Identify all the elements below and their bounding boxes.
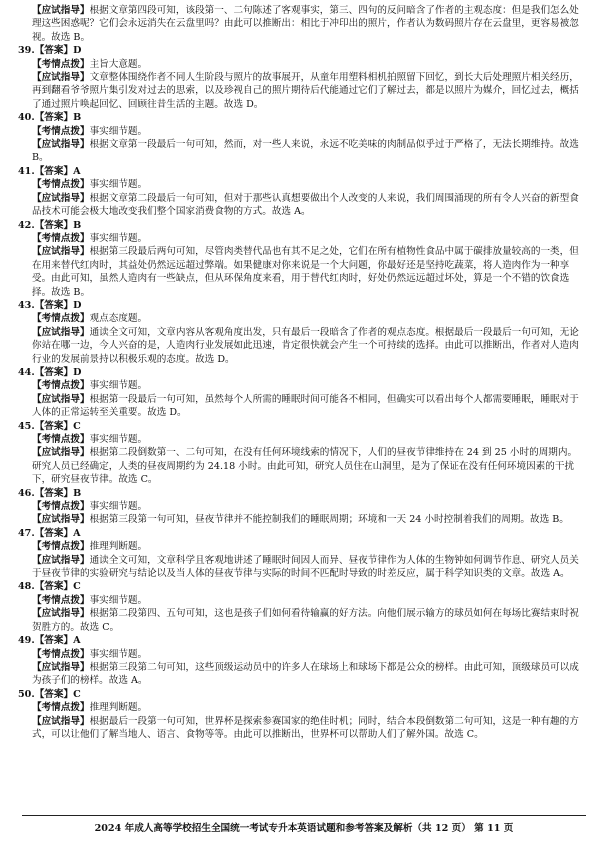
explanation-line [18,554,584,581]
answer-line [18,527,584,540]
answer-line [18,111,584,124]
question-number: 49. [18,635,35,647]
explanation-line [18,71,584,111]
question-block [18,688,584,742]
explanation-line [18,4,584,44]
explanation-line [18,326,584,366]
section-tag: 【应试指导】 [32,5,90,16]
section-tag: 【考情点拨】 [32,179,90,191]
question-type-line [18,125,584,138]
section-tag: 【考情点拨】 [32,594,90,606]
question-block [18,366,584,420]
question-type-line [18,500,584,513]
explanation-line [18,138,584,165]
question-number: 46. [18,487,35,499]
section-tag: 【应试指导】 [32,192,90,204]
section-text: 事实细节题。 [89,648,148,660]
section-text: 事实细节题。 [89,594,148,606]
section-tag: 【考情点拨】 [32,434,90,445]
section-tag: 【考情点拨】 [32,125,90,137]
question-block [18,165,584,219]
answer-label: 【答案】C [34,420,81,432]
question-type-line [18,312,584,325]
section-tag: 【应试指导】 [32,554,90,566]
explanation-line [18,192,584,219]
section-tag: 【考情点拨】 [32,380,90,392]
section-text: 通读全文可知，文章科学且客观地讲述了睡眠时间因人而异、昼夜节律作为人体的生物钟如何调节作息、研究人员关于昼夜节律的实验研究与结论以及当人体的昼夜节律与实际的时间不匹配时导致的时差反应，属于科学知识类的文章。故选 A。 [32,554,579,580]
question-number: 42. [18,219,35,231]
question-number: 47. [18,527,35,539]
section-text: 根据第三段最后两句可知，尽管肉类替代品也有其不足之处，它们在所有植物性食品中属于碳排放量较高的一类，但在用来替代红肉时，其益处仍然远远超过弊端。如果健康对你来说是一个大问题，你最好还是坚持吃蔬菜，将人造肉作为一种享受。由此可知，虽然人造肉有一些缺点，但从环保角度来看，用于替代红肉时，好处仍然远远超过坏处，算是一个不错的饮食选择。故选 B。 [32,246,579,298]
section-text: 根据第二段倒数第一、二句可知，在没有任何环境线索的情况下，人们的昼夜节律维持在 24 到 25 小时的周期内。研究人员已经确定，人类的昼夜周期约为 24.18 小时。由此可知，研究人员住在山洞里，是为了保证在没有任何环境因素的干扰下，研究昼夜节律。故选 C。 [32,447,578,486]
section-tag: 【考情点拨】 [32,541,90,553]
question-type-line [18,540,584,553]
answer-label: 【答案】D [34,299,82,311]
question-type-line [18,701,584,714]
section-tag: 【应试指导】 [32,326,90,338]
section-tag: 【考情点拨】 [32,58,90,70]
answer-label: 【答案】A [34,635,81,647]
answer-line [18,688,584,701]
question-number: 43. [18,299,35,311]
section-text: 根据文章第一段最后一句可知，然而，对一些人来说，永远不吃美味的肉制品似乎过于严格了，无法长期维持。故选 B。 [32,139,579,164]
section-text: 根据第三段第二句可知，这些顶级运动员中的许多人在球场上和球场下都是公众的榜样。由此可知，顶级球员可以成为孩子们的榜样。故选 A。 [32,661,579,687]
answer-line [18,580,584,593]
section-tag: 【应试指导】 [32,661,90,673]
section-tag: 【应试指导】 [32,715,90,727]
section-text: 根据第三段第一句可知，昼夜节律并不能控制我们的睡眠周期；环境和一天 24 小时控制着我们的周期。故选 B。 [89,514,569,526]
section-text: 事实细节题。 [89,125,148,137]
question-block [18,487,584,527]
section-text: 推理判断题。 [89,702,148,714]
explanation-line [18,393,584,420]
explanation-line [18,715,584,742]
answer-label: 【答案】D [34,366,82,378]
question-block [18,111,584,165]
section-text: 观点态度题。 [89,313,148,325]
answer-line [18,634,584,647]
question-number: 48. [18,581,35,593]
section-tag: 【考情点拨】 [32,501,90,513]
question-type-line [18,58,584,71]
section-text: 根据第二段第四、五句可知，这也是孩子们如何看待输赢的好方法。向他们展示输方的球员如何在每场比赛结束时祝贺胜方的。故选 C。 [32,608,579,633]
section-text: 根据文章第二段最后一句可知，但对于那些认真想要做出个人改变的人来说，我们周围涌现的所有令人兴奋的新型食品技术可能会极大地改变我们整个国家消费食物的方式。故选 A。 [32,192,579,218]
section-tag: 【应试指导】 [32,608,90,620]
answer-line [18,420,584,433]
answer-explanations [18,4,584,741]
question-type-line [18,232,584,245]
answer-label: 【答案】B [34,219,82,231]
answer-line [18,366,584,379]
answer-label: 【答案】A [34,165,81,177]
question-number: 45. [18,420,35,432]
section-text: 事实细节题。 [89,501,148,513]
question-block [18,420,584,487]
question-number: 44. [18,366,35,378]
question-type-line [18,648,584,661]
section-tag: 【应试指导】 [32,393,90,405]
section-text: 主旨大意题。 [89,58,148,70]
question-number: 40. [18,112,35,124]
section-text: 事实细节题。 [89,380,148,392]
section-tag: 【应试指导】 [32,246,90,258]
question-type-line [18,379,584,392]
question-block [18,527,584,581]
question-block [18,44,584,111]
question-number: 39. [18,45,35,57]
answer-line [18,219,584,232]
section-tag: 【考情点拨】 [32,232,90,244]
answer-label: 【答案】B [34,112,82,124]
section-text: 根据第一段最后一句可知，虽然每个人所需的睡眠时间可能各不相同，但确实可以看出每个人都需要睡眠，睡眠对于人体的正常运转至关重要。故选 D。 [32,393,579,419]
section-text: 事实细节题。 [89,434,148,445]
question-number: 41. [18,165,35,177]
question-number: 50. [18,688,35,700]
section-tag: 【应试指导】 [32,139,90,151]
question-block [18,299,584,366]
section-tag: 【应试指导】 [32,72,90,84]
section-tag: 【应试指导】 [32,447,90,459]
section-tag: 【考情点拨】 [32,313,90,325]
section-text: 根据文章第四段可知，该段第一、二句陈述了客观事实，第三、四句的反问暗含了作者的主观态度：但是我们怎么处理这些困惑呢？它们会永远消失在云盘里吗？由此可以推断出：相比于冲印出的照片，作者认为数码照片存在云盘里，更容易被忽视。故选 B。 [32,5,579,43]
answer-label: 【答案】C [34,688,81,700]
section-tag: 【考情点拨】 [32,702,90,714]
explanation-line [18,607,584,634]
explanation-line [18,245,584,299]
section-text: 事实细节题。 [89,232,148,244]
question-type-line [18,433,584,446]
section-text: 文章整体围绕作者不同人生阶段与照片的故事展开，从童年用塑料相机拍照留下回忆，到长大后处理照片相关经历，再到翻看爷爷照片集引发对过去的思索，以及珍视自己的照片期待后代能通过它们了解过去，都是以照片为媒介，回忆过去，概括了通过照片唤起回忆、回顾往昔生活的主题。故选 D。 [32,72,579,110]
section-tag: 【考情点拨】 [32,648,90,660]
answer-line [18,165,584,178]
page-footer: 2024 年成人高等学校招生全国统一考试专升本英语试题和参考答案及解析（共 12 页） 第 11 页 [22,815,586,834]
question-block [18,634,584,688]
answer-label: 【答案】A [34,527,81,539]
section-text: 通读全文可知，文章内容从客观角度出发，只有最后一段暗含了作者的观点态度。根据最后一段最后一句可知，无论你站在哪一边，今人兴奋的是，人造肉行业发展如此迅速，肯定很快就会产生一个可持续的选择。由此可以推断出，作者对人造肉行业的发展前景持以积极乐观的态度。故选 D。 [32,326,579,365]
section-text: 事实细节题。 [89,179,148,191]
explanation-line [18,446,584,486]
answer-label: 【答案】C [34,581,81,593]
answer-line [18,44,584,57]
explanation-line [18,661,584,688]
answer-label: 【答案】B [34,487,82,499]
section-tag: 【应试指导】 [32,514,90,526]
question-block [18,219,584,299]
answer-label: 【答案】D [34,45,82,57]
question-block [18,580,584,634]
section-text: 根据最后一段第一句可知，世界杯是探索参赛国家的绝佳时机；同时，结合本段倒数第二句可知，这是一种有趣的方式，可以让他们了解当地人、语言、食物等等。由此可以推断出，世界杯可以帮助人们了解外国。故选 C。 [32,715,579,740]
answer-line [18,299,584,312]
answer-line [18,487,584,500]
question-type-line [18,594,584,607]
section-text: 推理判断题。 [89,541,148,553]
question-38-continuation [18,4,584,44]
explanation-line [18,513,584,526]
question-type-line [18,178,584,191]
